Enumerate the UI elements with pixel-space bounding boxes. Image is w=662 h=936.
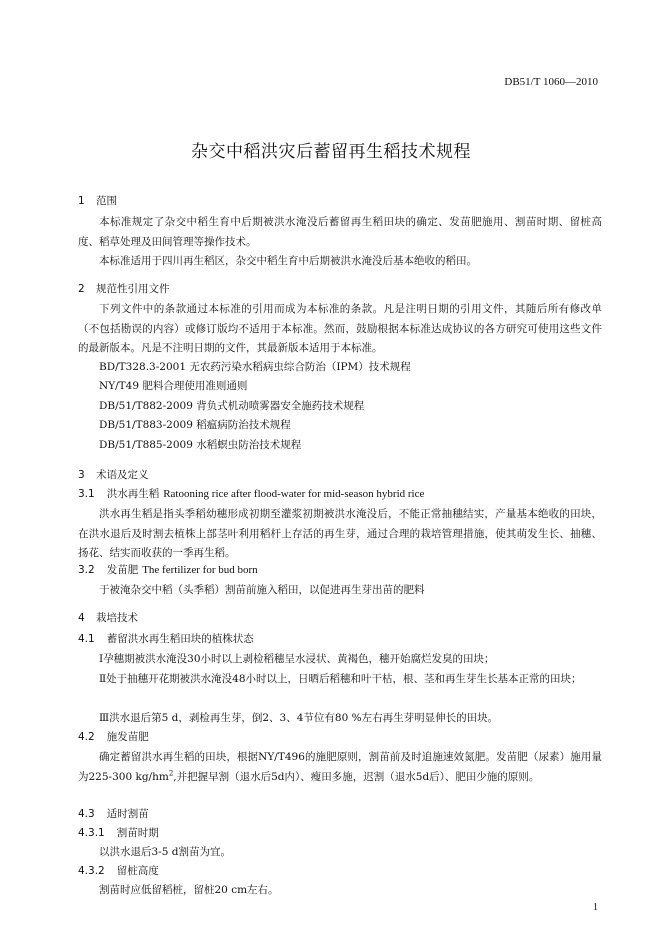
section-number: 3 [78,469,85,481]
subsection-4-1-item-1: Ⅰ孕穗期被洪水淹没30小时以上剥检稻穗呈水浸状、黄褐色，穗开始腐烂发臭的田块； [99,653,495,665]
page-number: 1 [593,902,598,913]
section-2-heading [78,281,170,296]
subsection-number: 4.1 [78,633,95,645]
subsection-number: 4.3 [78,808,95,820]
subsection-number: 4.3.1 [78,827,105,839]
subsection-title: 蓄留洪水再生稻田块的植株状态 [106,633,254,645]
subsection-title: 割苗时期 [116,827,159,839]
subsection-4-1-item-2: Ⅱ处于抽穗开花期被洪水淹没48小时以上，日晒后稻穗和叶干枯，根、茎和再生芽生长基本正常的田块； [99,673,582,685]
section-title: 术语及定义 [96,469,149,481]
section-number: 4 [78,612,85,624]
superscript: 2 [168,769,174,777]
reference-item: DB/51/T882-2009 背负式机动喷雾器安全施药技术规程 [99,400,365,412]
section-2-paragraph: 下列文件中的条款通过本标准的引用而成为本标准的条款。凡是注明日期的引用文件，其随后所有修改单（不包括勘误的内容）或修订版均不适用于本标准。然而，鼓励根据本标准达成协议的各方研究可使用这些文件的最新版本。凡是不注明日期的文件，其最新版本适用于本标准。 [78,303,602,354]
subsection-3-2-paragraph: 于被淹杂交中稻（头季稻）割苗前施入稻田，以促进再生芽出苗的肥料 [99,584,425,596]
reference-item: NY/T49 肥料合理使用准则通则 [99,380,248,392]
subsection-4-2-heading [78,729,149,744]
subsection-3-1-heading [78,486,424,501]
subsection-4-3-1-heading [78,825,159,840]
subsection-number: 4.3.2 [78,865,105,877]
subsection-4-3-1-paragraph: 以洪水退后3-5 d割苗为宜。 [99,846,231,858]
subsection-number: 3.2 [78,564,95,576]
section-title: 规范性引用文件 [96,283,170,295]
subsection-title: 适时割苗 [106,808,149,820]
paragraph-text-end: ,并把握早割（退水后5d内）、瘦田多施，迟割（退水5d后）、肥田少施的原则。 [173,770,540,783]
reference-item: DB/51/T883-2009 稻瘟病防治技术规程 [99,419,291,431]
reference-item: BD/T328.3-2001 无农药污染水稻病虫综合防治（IPM）技术规程 [99,361,411,373]
section-number: 2 [78,283,85,295]
subsection-4-3-2-paragraph: 割苗时应低留稻桩，留桩20 cm左右。 [99,884,279,896]
reference-item: DB/51/T885-2009 水稻螟虫防治技术规程 [99,439,302,451]
section-title: 栽培技术 [96,612,138,624]
subsection-title: 施发苗肥 [106,731,149,743]
subsection-english-title: The fertilizer for bud born [142,564,258,576]
subsection-title: 洪水再生稻 [106,488,160,500]
section-4-heading [78,610,138,625]
section-3-heading [78,467,149,482]
subsection-3-2-heading [78,562,258,577]
subsection-title: 留桩高度 [116,865,159,877]
section-1-heading [78,193,117,208]
paragraph-text-start: 确定蓄留洪水再生稻的田块，根据NY/T496的施肥原则，割苗前及时追施速效氮肥。发苗肥（尿素）施用量为225-300 kg/hm [78,751,602,783]
page-title: 杂交中稻洪灾后蓄留再生稻技术规程 [191,142,471,162]
subsection-3-1-paragraph: 洪水再生稻是指头季稻幼穗形成初期至灌浆初期被洪水淹没后，不能正常抽穗结实，产量基本绝收的田块，在洪水退后及时割去植株上部茎叶利用稻杆上存活的再生芽，通过合理的栽培管理措施，使其萌发生长、抽穗、扬花、结实而收获的一季再生稻。 [78,508,602,559]
subsection-number: 3.1 [78,488,95,500]
subsection-4-3-heading [78,806,149,821]
section-1-paragraph-2: 本标准适用于四川再生稻区，杂交中稻生育中后期被洪水淹没后基本绝收的稻田。 [99,255,477,267]
subsection-4-2-paragraph [78,748,602,787]
subsection-4-3-2-heading [78,863,159,878]
section-title: 范围 [96,195,117,207]
standard-code: DB51/T 1060—2010 [504,76,598,88]
subsection-title: 发苗肥 [106,564,139,576]
subsection-4-1-item-3: Ⅲ洪水退后第5 d，剥检再生芽，倒2、3、4节位有80 %左右再生芽明显伸长的田块。 [99,712,499,724]
subsection-english-title: Ratooning rice after flood-water for mid-season hybrid rice [163,488,425,500]
section-1-paragraph-1: 本标准规定了杂交中稻生育中后期被洪水淹没后蓄留再生稻田块的确定、发苗肥施用、割苗时期、留桩高度、稻草处理及田间管理等操作技术。 [78,216,602,248]
section-number: 1 [78,195,85,207]
subsection-number: 4.2 [78,731,95,743]
subsection-4-1-heading [78,631,254,646]
